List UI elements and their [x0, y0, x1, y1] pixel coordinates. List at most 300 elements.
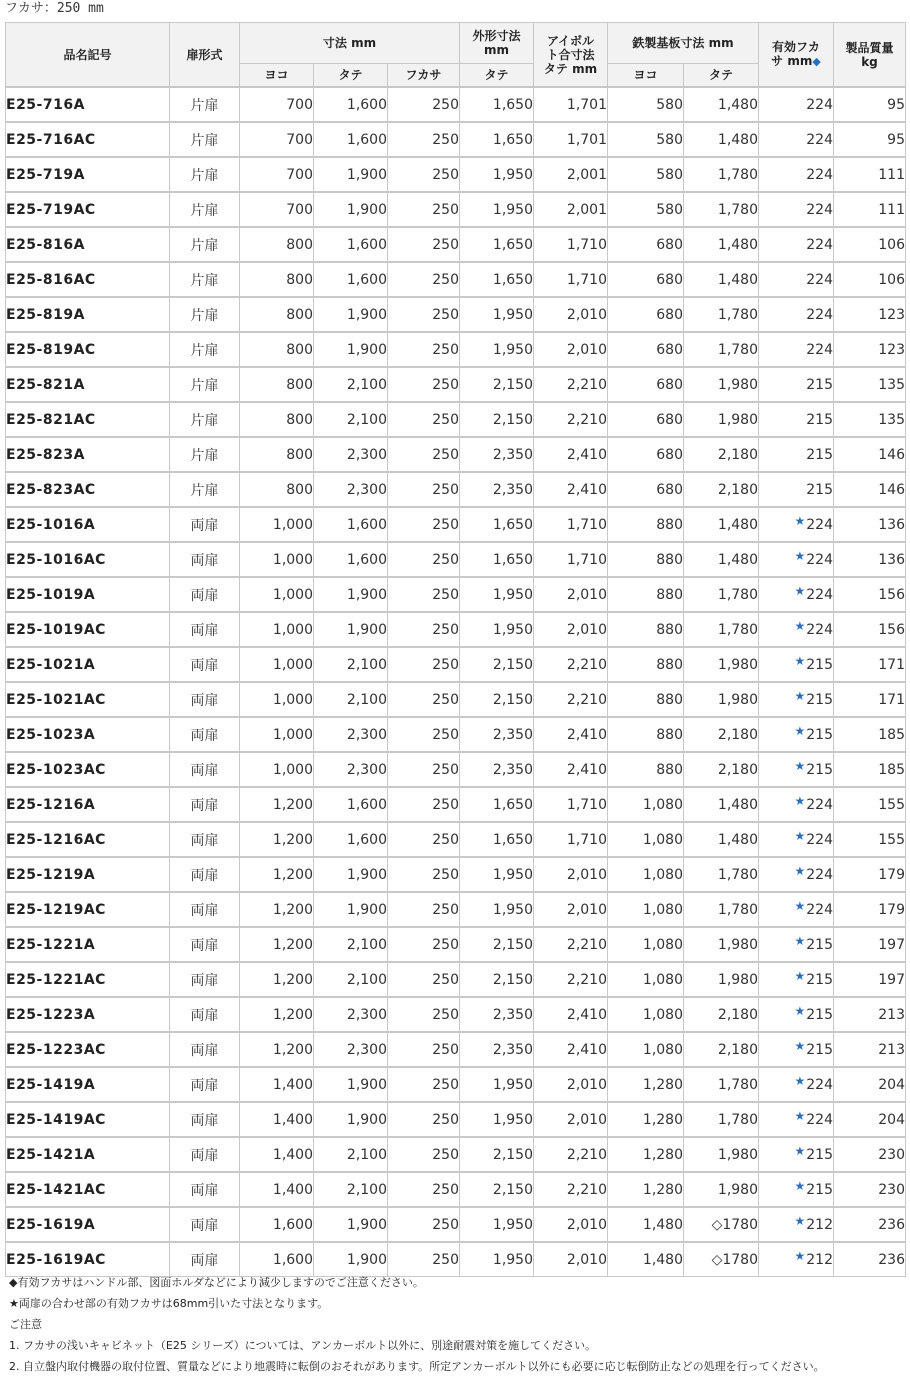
cell-code: E25-1019A — [6, 577, 170, 612]
cell-depth: 250 — [388, 472, 460, 507]
cell-depth: 250 — [388, 192, 460, 227]
effective-depth-value: 215 — [806, 936, 833, 953]
cell-depth: 250 — [388, 87, 460, 122]
cell-height: 2,100 — [314, 402, 388, 437]
cell-height: 1,900 — [314, 1102, 388, 1137]
cell-plate-height: 1,980 — [684, 1137, 759, 1172]
cell-height: 2,300 — [314, 997, 388, 1032]
cell-outer-height: 1,950 — [460, 1067, 534, 1102]
cell-door-type: 両扉 — [170, 822, 240, 857]
cell-effective-depth — [759, 367, 834, 402]
cell-effective-depth — [759, 997, 834, 1032]
cell-plate-height: ◇1780 — [684, 1207, 759, 1242]
cell-outer-height: 1,950 — [460, 1102, 534, 1137]
cell-code: E25-1221AC — [6, 962, 170, 997]
cell-depth: 250 — [388, 577, 460, 612]
cell-depth: 250 — [388, 647, 460, 682]
cell-door-type: 両扉 — [170, 787, 240, 822]
cell-mass: 136 — [834, 542, 906, 577]
cell-height: 1,600 — [314, 787, 388, 822]
table-row — [6, 472, 906, 507]
star-icon: ★ — [794, 1003, 806, 1018]
cell-height: 2,300 — [314, 752, 388, 787]
cell-height: 2,100 — [314, 1172, 388, 1207]
cell-outer-height: 1,950 — [460, 612, 534, 647]
cell-height: 1,900 — [314, 1207, 388, 1242]
cell-width: 1,600 — [240, 1207, 314, 1242]
cell-eyebolt-height: 2,010 — [534, 332, 608, 367]
cell-effective-depth — [759, 507, 834, 542]
cell-door-type: 両扉 — [170, 507, 240, 542]
cell-width: 1,600 — [240, 1242, 314, 1277]
cell-width: 800 — [240, 402, 314, 437]
cell-plate-height: 1,780 — [684, 1102, 759, 1137]
table-row — [6, 857, 906, 892]
cell-width: 800 — [240, 227, 314, 262]
effective-depth-value: 212 — [806, 1251, 833, 1268]
cell-code: E25-821AC — [6, 402, 170, 437]
effective-depth-value: 224 — [806, 236, 833, 253]
cell-eyebolt-height: 2,210 — [534, 402, 608, 437]
cell-mass: 204 — [834, 1102, 906, 1137]
cell-depth: 250 — [388, 122, 460, 157]
cell-plate-width: 1,080 — [608, 822, 684, 857]
cell-code: E25-1016AC — [6, 542, 170, 577]
effective-depth-value: 224 — [806, 166, 833, 183]
cell-mass: 146 — [834, 437, 906, 472]
cell-plate-width: 880 — [608, 717, 684, 752]
cell-door-type: 片扉 — [170, 122, 240, 157]
col-header-plate-width: ヨコ — [608, 64, 684, 88]
note-effective-depth: ◆有効フカサはハンドル部、図面ホルダなどにより減少しますのでご注意ください。 — [9, 1276, 424, 1289]
cell-mass: 155 — [834, 822, 906, 857]
cell-mass: 123 — [834, 297, 906, 332]
col-header-mass — [834, 23, 906, 88]
effective-depth-value: 224 — [806, 131, 833, 148]
cell-height: 1,600 — [314, 87, 388, 122]
cell-plate-width: 1,080 — [608, 787, 684, 822]
cell-outer-height: 2,150 — [460, 1137, 534, 1172]
star-icon: ★ — [794, 1213, 806, 1228]
page-title: フカサ：250 mm — [5, 1, 104, 16]
cell-height: 1,900 — [314, 612, 388, 647]
cell-eyebolt-height: 2,210 — [534, 367, 608, 402]
cell-mass: 236 — [834, 1207, 906, 1242]
cell-outer-height: 1,650 — [460, 822, 534, 857]
cell-plate-width: 680 — [608, 437, 684, 472]
cell-eyebolt-height: 2,210 — [534, 927, 608, 962]
note-caution-2: 2. 自立盤内取付機器の取付位置、質量などにより地震時に転倒のおそれがあります。所定アンカーボルト以外にも必要に応じ転倒防止などの処理を行ってください。 — [9, 1360, 825, 1373]
table-row — [6, 1067, 906, 1102]
cell-height: 2,300 — [314, 717, 388, 752]
cell-mass: 179 — [834, 892, 906, 927]
cell-outer-height: 2,150 — [460, 402, 534, 437]
spec-table — [5, 22, 906, 1277]
cell-door-type: 片扉 — [170, 227, 240, 262]
col-header-eyebolt-line3: タテ mm — [543, 61, 598, 76]
cell-plate-height: 1,780 — [684, 332, 759, 367]
cell-effective-depth — [759, 1137, 834, 1172]
cell-depth: 250 — [388, 927, 460, 962]
star-icon: ★ — [794, 513, 806, 528]
star-icon: ★ — [794, 723, 806, 738]
cell-width: 1,200 — [240, 1032, 314, 1067]
cell-plate-width: 580 — [608, 157, 684, 192]
cell-code: E25-719AC — [6, 192, 170, 227]
cell-depth: 250 — [388, 507, 460, 542]
cell-width: 1,400 — [240, 1102, 314, 1137]
star-icon: ★ — [794, 1073, 806, 1088]
col-header-outer-height: タテ — [460, 64, 534, 88]
cell-door-type: 両扉 — [170, 962, 240, 997]
col-header-outer-line1: 外形寸法 — [472, 29, 521, 43]
cell-plate-width: 1,080 — [608, 997, 684, 1032]
cell-plate-width: 1,080 — [608, 892, 684, 927]
effective-depth-value: 224 — [806, 271, 833, 288]
cell-width: 1,000 — [240, 752, 314, 787]
cell-plate-width: 880 — [608, 752, 684, 787]
col-header-dimensions: 寸法 mm — [240, 23, 460, 64]
table-row — [6, 437, 906, 472]
col-header-eff-line2: サ mm — [771, 54, 813, 68]
cell-width: 800 — [240, 297, 314, 332]
col-header-depth: フカサ — [388, 64, 460, 88]
cell-eyebolt-height: 2,210 — [534, 647, 608, 682]
cell-outer-height: 1,650 — [460, 122, 534, 157]
cell-plate-height: ◇1780 — [684, 1242, 759, 1277]
cell-code: E25-819A — [6, 297, 170, 332]
cell-code: E25-816AC — [6, 262, 170, 297]
cell-door-type: 片扉 — [170, 157, 240, 192]
cell-effective-depth — [759, 787, 834, 822]
cell-height: 2,300 — [314, 437, 388, 472]
col-header-plate-height: タテ — [684, 64, 759, 88]
cell-plate-width: 680 — [608, 297, 684, 332]
cell-effective-depth — [759, 1207, 834, 1242]
table-row — [6, 157, 906, 192]
cell-effective-depth — [759, 542, 834, 577]
cell-plate-height: 1,780 — [684, 857, 759, 892]
cell-depth: 250 — [388, 682, 460, 717]
table-row — [6, 612, 906, 647]
cell-eyebolt-height: 2,210 — [534, 682, 608, 717]
cell-mass: 197 — [834, 927, 906, 962]
effective-depth-value: 224 — [806, 796, 833, 813]
table-row — [6, 577, 906, 612]
cell-height: 2,100 — [314, 1137, 388, 1172]
cell-effective-depth — [759, 1102, 834, 1137]
cell-depth: 250 — [388, 612, 460, 647]
effective-depth-value: 215 — [806, 691, 833, 708]
table-row — [6, 1032, 906, 1067]
col-header-plate: 鉄製基板寸法 mm — [608, 23, 759, 64]
cell-outer-height: 1,650 — [460, 542, 534, 577]
cell-code: E25-819AC — [6, 332, 170, 367]
effective-depth-value: 224 — [806, 551, 833, 568]
table-row — [6, 962, 906, 997]
cell-eyebolt-height: 2,001 — [534, 192, 608, 227]
cell-outer-height: 1,650 — [460, 507, 534, 542]
cell-code: E25-1219AC — [6, 892, 170, 927]
star-icon: ★ — [794, 1178, 806, 1193]
cell-depth: 250 — [388, 822, 460, 857]
cell-outer-height: 2,150 — [460, 927, 534, 962]
cell-outer-height: 2,350 — [460, 437, 534, 472]
cell-mass: 95 — [834, 122, 906, 157]
cell-plate-height: 2,180 — [684, 1032, 759, 1067]
note-caution-heading: ご注意 — [9, 1318, 42, 1331]
star-icon: ★ — [794, 758, 806, 773]
table-row — [6, 542, 906, 577]
cell-plate-width: 680 — [608, 332, 684, 367]
cell-outer-height: 1,950 — [460, 332, 534, 367]
table-row — [6, 402, 906, 437]
table-row — [6, 647, 906, 682]
star-icon: ★ — [794, 688, 806, 703]
effective-depth-value: 224 — [806, 1076, 833, 1093]
cell-eyebolt-height: 2,010 — [534, 857, 608, 892]
cell-effective-depth — [759, 577, 834, 612]
cell-mass: 185 — [834, 717, 906, 752]
table-row — [6, 192, 906, 227]
cell-eyebolt-height: 2,010 — [534, 1102, 608, 1137]
col-header-eyebolt — [534, 23, 608, 88]
cell-effective-depth — [759, 927, 834, 962]
cell-plate-height: 1,480 — [684, 822, 759, 857]
cell-plate-height: 1,980 — [684, 402, 759, 437]
cell-eyebolt-height: 1,710 — [534, 227, 608, 262]
cell-mass: 156 — [834, 612, 906, 647]
cell-eyebolt-height: 2,210 — [534, 1137, 608, 1172]
star-icon: ★ — [794, 618, 806, 633]
cell-height: 1,900 — [314, 857, 388, 892]
effective-depth-value: 215 — [806, 761, 833, 778]
cell-effective-depth — [759, 752, 834, 787]
cell-effective-depth — [759, 192, 834, 227]
cell-mass: 106 — [834, 227, 906, 262]
table-body — [6, 87, 906, 1277]
cell-code: E25-716A — [6, 87, 170, 122]
cell-plate-width: 1,280 — [608, 1137, 684, 1172]
table-row — [6, 997, 906, 1032]
cell-door-type: 両扉 — [170, 1102, 240, 1137]
header-row — [6, 23, 906, 64]
cell-door-type: 両扉 — [170, 542, 240, 577]
cell-eyebolt-height: 2,410 — [534, 717, 608, 752]
cell-plate-height: 1,980 — [684, 682, 759, 717]
cell-mass: 236 — [834, 1242, 906, 1277]
table-row — [6, 682, 906, 717]
cell-mass: 156 — [834, 577, 906, 612]
cell-code: E25-823A — [6, 437, 170, 472]
table-row — [6, 1137, 906, 1172]
effective-depth-value: 215 — [806, 376, 833, 393]
cell-effective-depth — [759, 1067, 834, 1102]
cell-code: E25-1223A — [6, 997, 170, 1032]
cell-code: E25-1019AC — [6, 612, 170, 647]
table-row — [6, 752, 906, 787]
cell-depth: 250 — [388, 1067, 460, 1102]
cell-eyebolt-height: 2,001 — [534, 157, 608, 192]
cell-width: 1,200 — [240, 892, 314, 927]
effective-depth-value: 224 — [806, 96, 833, 113]
table-row — [6, 122, 906, 157]
cell-effective-depth — [759, 612, 834, 647]
cell-plate-width: 880 — [608, 647, 684, 682]
cell-plate-height: 1,480 — [684, 787, 759, 822]
cell-width: 1,000 — [240, 542, 314, 577]
cell-mass: 136 — [834, 507, 906, 542]
cell-mass: 204 — [834, 1067, 906, 1102]
table-row — [6, 787, 906, 822]
cell-height: 2,100 — [314, 682, 388, 717]
cell-depth: 250 — [388, 892, 460, 927]
cell-door-type: 両扉 — [170, 1067, 240, 1102]
cell-eyebolt-height: 1,710 — [534, 262, 608, 297]
cell-code: E25-1619A — [6, 1207, 170, 1242]
cell-height: 1,600 — [314, 122, 388, 157]
cell-depth: 250 — [388, 787, 460, 822]
cell-effective-depth — [759, 87, 834, 122]
cell-plate-height: 1,480 — [684, 227, 759, 262]
cell-code: E25-1219A — [6, 857, 170, 892]
cell-mass: 185 — [834, 752, 906, 787]
cell-plate-height: 2,180 — [684, 717, 759, 752]
note-double-door: ★両扉の合わせ部の有効フカサは68mm引いた寸法となります。 — [9, 1297, 329, 1310]
cell-height: 1,900 — [314, 577, 388, 612]
col-header-outer — [460, 23, 534, 64]
cell-effective-depth — [759, 717, 834, 752]
cell-mass: 213 — [834, 997, 906, 1032]
cell-effective-depth — [759, 682, 834, 717]
cell-effective-depth — [759, 262, 834, 297]
cell-width: 800 — [240, 367, 314, 402]
cell-eyebolt-height: 2,010 — [534, 892, 608, 927]
cell-plate-height: 1,980 — [684, 647, 759, 682]
cell-mass: 230 — [834, 1137, 906, 1172]
cell-code: E25-1216AC — [6, 822, 170, 857]
cell-outer-height: 2,150 — [460, 367, 534, 402]
effective-depth-value: 224 — [806, 341, 833, 358]
table-row — [6, 892, 906, 927]
table-row — [6, 1207, 906, 1242]
cell-eyebolt-height: 2,010 — [534, 1207, 608, 1242]
cell-code: E25-1223AC — [6, 1032, 170, 1067]
cell-eyebolt-height: 2,010 — [534, 297, 608, 332]
effective-depth-value: 224 — [806, 831, 833, 848]
cell-width: 1,000 — [240, 507, 314, 542]
cell-depth: 250 — [388, 1032, 460, 1067]
cell-depth: 250 — [388, 157, 460, 192]
cell-code: E25-1023AC — [6, 752, 170, 787]
effective-depth-value: 224 — [806, 306, 833, 323]
cell-code: E25-1619AC — [6, 1242, 170, 1277]
cell-code: E25-1421A — [6, 1137, 170, 1172]
cell-plate-height: 1,980 — [684, 367, 759, 402]
cell-plate-width: 1,080 — [608, 1032, 684, 1067]
cell-door-type: 両扉 — [170, 1207, 240, 1242]
cell-effective-depth — [759, 857, 834, 892]
table-row — [6, 717, 906, 752]
cell-eyebolt-height: 1,701 — [534, 122, 608, 157]
cell-code: E25-1021A — [6, 647, 170, 682]
cell-eyebolt-height: 2,010 — [534, 612, 608, 647]
cell-plate-width: 680 — [608, 367, 684, 402]
cell-effective-depth — [759, 157, 834, 192]
cell-outer-height: 2,150 — [460, 1172, 534, 1207]
cell-height: 2,100 — [314, 647, 388, 682]
cell-effective-depth — [759, 822, 834, 857]
cell-plate-width: 880 — [608, 507, 684, 542]
cell-eyebolt-height: 2,210 — [534, 962, 608, 997]
cell-door-type: 両扉 — [170, 612, 240, 647]
star-icon: ★ — [794, 583, 806, 598]
cell-outer-height: 2,150 — [460, 647, 534, 682]
cell-door-type: 両扉 — [170, 1137, 240, 1172]
cell-depth: 250 — [388, 542, 460, 577]
cell-plate-width: 880 — [608, 577, 684, 612]
cell-effective-depth — [759, 332, 834, 367]
cell-mass: 213 — [834, 1032, 906, 1067]
effective-depth-value: 215 — [806, 446, 833, 463]
cell-width: 1,200 — [240, 857, 314, 892]
cell-plate-width: 1,280 — [608, 1067, 684, 1102]
cell-plate-width: 580 — [608, 87, 684, 122]
cell-eyebolt-height: 1,710 — [534, 787, 608, 822]
cell-plate-height: 2,180 — [684, 437, 759, 472]
cell-plate-width: 680 — [608, 472, 684, 507]
table-row — [6, 367, 906, 402]
cell-height: 1,900 — [314, 297, 388, 332]
cell-door-type: 片扉 — [170, 192, 240, 227]
effective-depth-value: 215 — [806, 1146, 833, 1163]
effective-depth-value: 215 — [806, 726, 833, 743]
cell-height: 1,600 — [314, 542, 388, 577]
cell-width: 1,200 — [240, 787, 314, 822]
cell-outer-height: 1,950 — [460, 157, 534, 192]
cell-plate-width: 580 — [608, 122, 684, 157]
table-row — [6, 1102, 906, 1137]
cell-depth: 250 — [388, 1242, 460, 1277]
cell-door-type: 両扉 — [170, 752, 240, 787]
cell-door-type: 片扉 — [170, 87, 240, 122]
star-icon: ★ — [794, 1108, 806, 1123]
table-row — [6, 297, 906, 332]
effective-depth-value: 224 — [806, 516, 833, 533]
cell-mass: 123 — [834, 332, 906, 367]
effective-depth-value: 224 — [806, 1111, 833, 1128]
col-header-eff-line1: 有効フカ — [772, 40, 820, 54]
cell-effective-depth — [759, 227, 834, 262]
cell-outer-height: 1,950 — [460, 1207, 534, 1242]
cell-mass: 197 — [834, 962, 906, 997]
star-icon: ★ — [794, 653, 806, 668]
cell-width: 800 — [240, 332, 314, 367]
star-icon: ★ — [794, 828, 806, 843]
cell-width: 700 — [240, 157, 314, 192]
cell-plate-height: 1,780 — [684, 892, 759, 927]
effective-depth-value: 224 — [806, 201, 833, 218]
cell-height: 1,600 — [314, 227, 388, 262]
star-icon: ★ — [794, 933, 806, 948]
cell-mass: 155 — [834, 787, 906, 822]
cell-eyebolt-height: 2,210 — [534, 1172, 608, 1207]
cell-outer-height: 1,650 — [460, 227, 534, 262]
cell-plate-height: 1,780 — [684, 192, 759, 227]
cell-width: 700 — [240, 87, 314, 122]
table-row — [6, 1172, 906, 1207]
cell-width: 1,000 — [240, 577, 314, 612]
